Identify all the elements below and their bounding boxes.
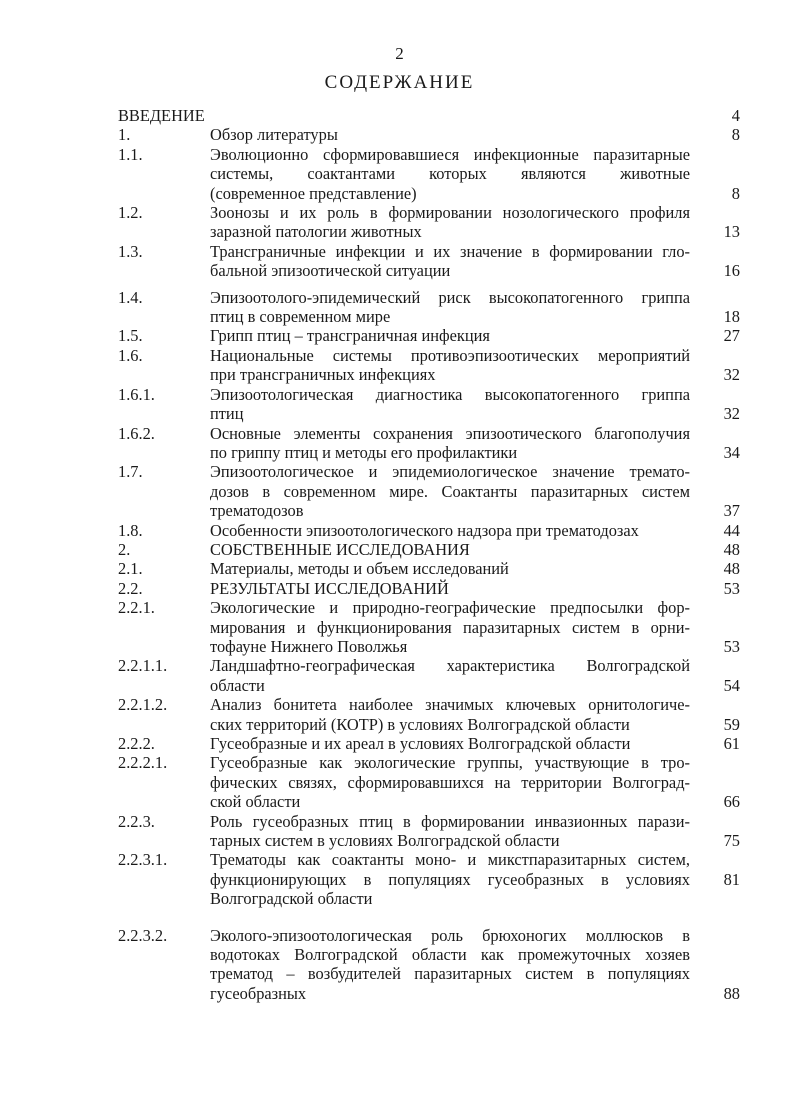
toc-entry-title-line: Трансграничные инфекции и их значение в формировании гло- [210,241,690,261]
toc-entry-title [210,540,690,559]
toc-entry-title-line: трематодозов [210,501,304,521]
toc-entry-page: 27 [723,326,740,346]
toc-entry-page: 81 [723,869,740,889]
toc-entry-title [210,598,690,656]
toc-entry-page: 18 [723,307,740,327]
toc-entry-title [210,145,690,203]
toc-entry [118,598,740,656]
toc-entry-title-line: при трансграничных инфекциях [210,365,436,385]
toc-entry-title [210,521,690,540]
toc-entry [118,462,740,520]
toc-entry-title-line: ских территорий (КОТР) в условиях Волгоградской области [210,714,630,734]
toc-entry-page: 66 [723,792,740,812]
toc-entry-title-line: фических связях, сформировавшихся на территории Волгоград- [210,772,690,792]
toc-entry-title-line: дозов в современном мире. Соактанты паразитарных систем [210,481,690,501]
toc-entry-title-line: трематод – возбудителей паразитарных систем в популяциях [210,964,690,984]
toc-entry-number: 2.2. [118,578,143,598]
toc-entry-page: 75 [723,831,740,851]
toc-entry-number: 2.2.1.2. [118,695,168,715]
toc-entry-title [210,288,690,327]
toc-entry-title-line: Анализ бонитета наиболее значимых ключевых орнитологиче- [210,695,690,715]
toc-entry-title-line: функционирующих в популяциях гусеобразных в условиях [210,869,690,889]
toc-entry-page: 34 [723,442,740,462]
toc-entry-title-line: Ландшафтно-географическая характеристика Волгоградской [210,656,690,676]
toc-entry-title-line: Грипп птиц – трансграничная инфекция [210,326,490,346]
toc-entry-title-line: (современное представление) [210,183,417,203]
toc-entry [118,559,740,578]
toc-entry-title: ВВЕДЕНИЕ [118,106,205,125]
toc-entry-title-line: ской области [210,792,301,812]
toc-entry-page: 32 [723,404,740,424]
toc-entry-page: 53 [723,578,740,598]
toc-entry-title-line: бальной эпизоотической ситуации [210,261,451,281]
toc-entry-page: 4 [731,106,740,125]
toc-entry-intro [118,106,740,125]
toc-entry [118,753,740,811]
toc-entry-number: 1.6.1. [118,384,155,404]
toc-entry-number: 2.2.2.1. [118,753,168,773]
toc-entry-number: 1.3. [118,241,143,261]
toc-entry-title-line: Эпизоотолого-эпидемический риск высокопатогенного гриппа [210,287,690,307]
toc-entry-title [210,656,690,695]
toc-entry-title-line: Гусеобразные как экологические группы, участвующие в тро- [210,753,690,773]
toc-entry [118,203,740,242]
table-of-contents [118,106,740,1003]
toc-entry-title-line: Гусеобразные и их ареал в условиях Волгоградской области [210,734,631,753]
toc-entry-title [210,812,690,851]
toc-entry-number: 1.1. [118,144,143,164]
toc-entry-number: 1.8. [118,520,143,540]
toc-entry-page: 48 [723,539,740,559]
toc-entry [118,579,740,598]
toc-entry-number: 2.2.3.2. [118,925,168,945]
toc-entry-page: 61 [723,734,740,753]
toc-entry-title [210,695,690,734]
toc-entry-page: 53 [723,636,740,656]
toc-entry-page: 44 [723,520,740,540]
toc-entry-title [210,579,690,598]
toc-entry-title-line: Волгоградской области [210,889,373,909]
toc-entry-title-line: Эколого-эпизоотологическая роль брюхоногих моллюсков в [210,925,690,945]
toc-entry-title-line: тофауне Нижнего Поволжья [210,636,408,656]
toc-entry-title-line: Эпизоотологическая диагностика высокопатогенного гриппа [210,384,690,404]
toc-entry-title-line: Эпизоотологическое и эпидемиологическое значение тремато- [210,462,690,482]
toc-entry-title-line: по гриппу птиц и методы его профилактики [210,442,518,462]
toc-entry-number: 2.1. [118,559,143,579]
toc-entry-title-line: РЕЗУЛЬТАТЫ ИССЛЕДОВАНИЙ [210,578,449,598]
toc-entry-title-line: птиц [210,404,244,424]
toc-entry [118,540,740,559]
toc-entry [118,656,740,695]
toc-entry-title-line: Трематоды как соактанты моно- и микстпаразитарных систем, [210,850,690,870]
toc-entry-number: 2. [118,539,131,559]
toc-entry-number: 1. [118,125,131,145]
toc-entry-title-line: Экологические и природно-географические предпосылки фор- [210,598,690,618]
toc-entry-title [210,424,690,463]
page-number: 2 [395,44,404,63]
toc-entry [118,288,740,327]
toc-entry-title-line: Национальные системы противоэпизоотических мероприятий [210,345,690,365]
toc-entry-number: 2.2.3.1. [118,850,168,870]
toc-entry-number: 1.7. [118,462,143,482]
toc-entry-title-line: мирования и функционирования паразитарных систем в орни- [210,617,690,637]
toc-entry [118,812,740,851]
toc-entry [118,424,740,463]
toc-entry-title-line: гусеобразных [210,983,307,1003]
toc-entry-title [210,346,690,385]
toc-entry-title-line: области [210,675,265,695]
toc-entry-page: 32 [723,365,740,385]
toc-entry [118,926,740,1004]
toc-entry-number: 2.2.1. [118,598,155,618]
toc-entry-title [210,926,690,1004]
toc-entry [118,125,740,144]
toc-entry-number: 2.2.3. [118,811,155,831]
toc-heading: СОДЕРЖАНИЕ [324,72,475,93]
toc-entry [118,145,740,203]
toc-entry-title-line: Роль гусеобразных птиц в формировании инвазионных парази- [210,811,690,831]
toc-entry [118,521,740,540]
toc-entry-title-line: тарных систем в условиях Волгоградской области [210,831,560,851]
toc-entry-page: 37 [723,501,740,521]
toc-entry-title [210,850,690,908]
toc-entry-page: 59 [723,714,740,734]
toc-entry-title-line: водотоках Волгоградской области как промежуточных хозяев [210,945,690,965]
toc-entry-title [210,753,690,811]
toc-entry-title [210,203,690,242]
toc-entry [118,734,740,753]
toc-entry-number: 1.5. [118,326,143,346]
toc-entry-title-line: Обзор литературы [210,125,338,145]
toc-entry-page: 54 [723,675,740,695]
toc-entry-number: 2.2.1.1. [118,656,168,676]
toc-entry-number: 1.6. [118,345,143,365]
toc-entry-title-line: Основные элементы сохранения эпизоотического благополучия [210,423,690,443]
toc-entry-title-line: СОБСТВЕННЫЕ ИССЛЕДОВАНИЯ [210,539,470,559]
toc-entry-page: 48 [723,559,740,579]
toc-entry-title [210,559,690,578]
toc-entry-number: 1.2. [118,203,143,223]
toc-entry-page: 16 [723,261,740,281]
toc-entry-title [210,125,690,144]
toc-entry-title [210,462,690,520]
toc-entry [118,346,740,385]
toc-entry-number: 1.4. [118,287,143,307]
toc-entry-page: 13 [723,222,740,242]
toc-entry-title [210,242,690,281]
toc-entry-title-line: Зоонозы и их роль в формировании нозологического профиля [210,203,690,223]
toc-entry-title [210,385,690,424]
toc-entry-title-line: Особенности эпизоотологического надзора при трематодозах [210,520,639,540]
toc-entry-title-line: заразной патологии животных [210,222,422,242]
toc-entry-page: 8 [731,183,740,203]
toc-entry-title [210,326,690,345]
toc-entry-number: 2.2.2. [118,734,155,753]
toc-entry-title-line: птиц в современном мире [210,307,391,327]
toc-entry-number: 1.6.2. [118,423,155,443]
toc-entry-title-line: Материалы, методы и объем исследований [210,559,509,579]
toc-entry-title-line: Эволюционно сформировавшиеся инфекционные паразитарные [210,144,690,164]
toc-entry [118,385,740,424]
toc-entry-page: 8 [731,125,740,145]
toc-entry [118,242,740,281]
toc-entry-title [210,734,690,753]
toc-entry-page: 88 [723,983,740,1003]
toc-entry [118,326,740,345]
toc-entry [118,695,740,734]
toc-entry [118,850,740,908]
toc-entry-title-line: системы, соактантами которых являются животные [210,164,690,184]
